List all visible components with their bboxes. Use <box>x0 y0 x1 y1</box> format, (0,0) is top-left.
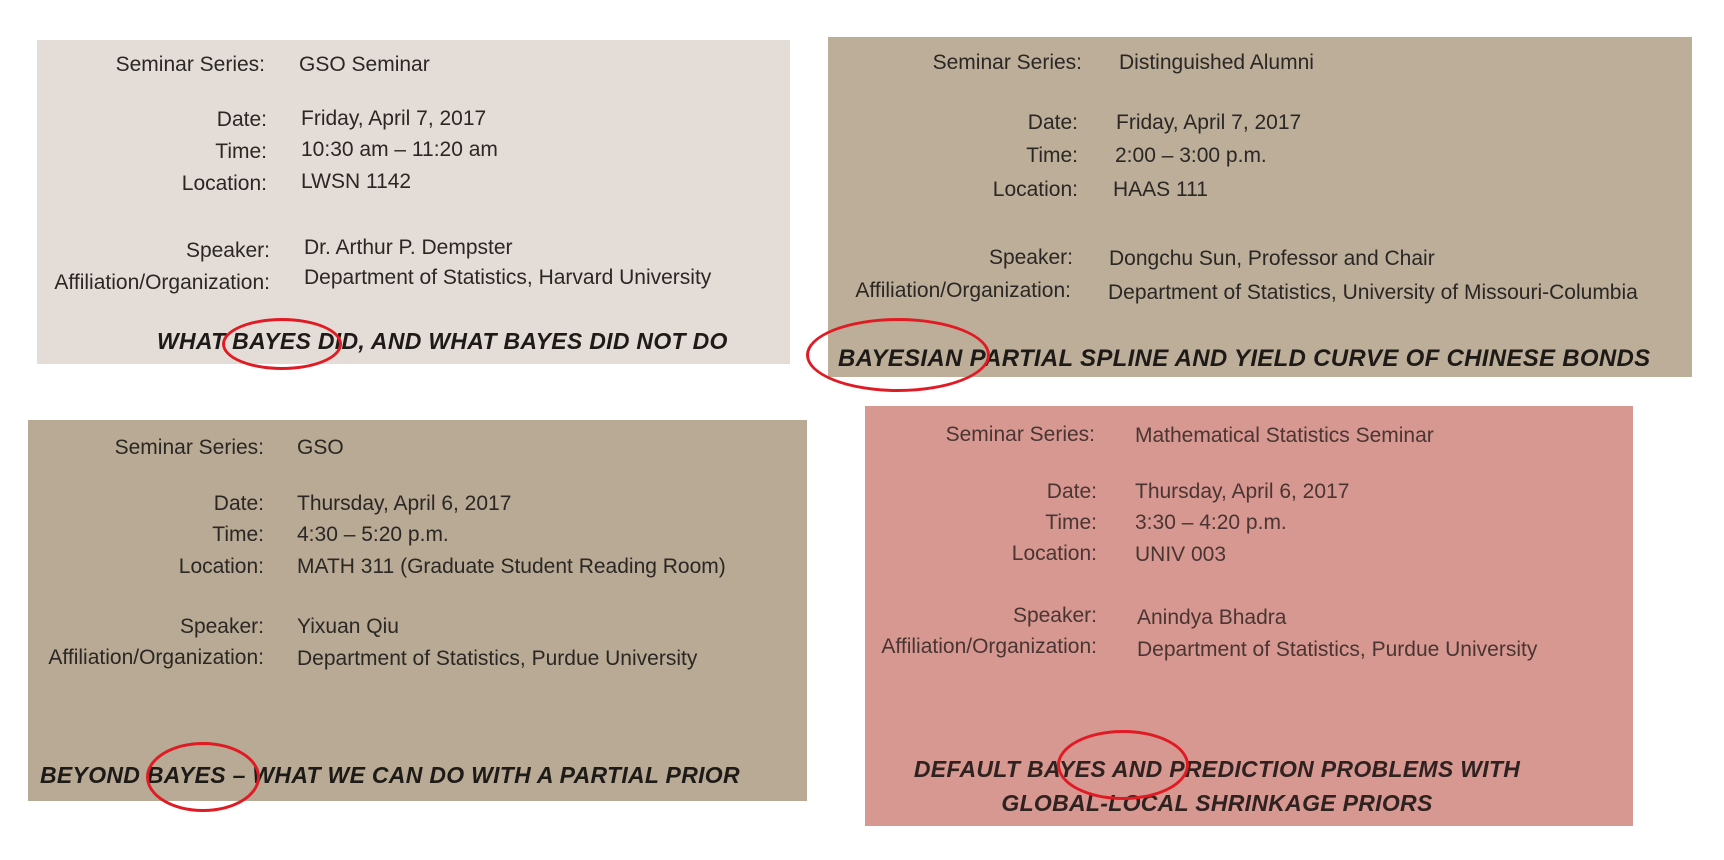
time-label: Time: <box>1045 511 1097 534</box>
seminar-card-4 <box>865 406 1633 826</box>
time-value: 4:30 – 5:20 p.m. <box>297 523 449 546</box>
time-value: 10:30 am – 11:20 am <box>301 138 498 161</box>
seminar-card-2 <box>828 37 1692 377</box>
location-label: Location: <box>1011 542 1097 565</box>
series-label: Seminar Series: <box>114 436 264 459</box>
time-value: 2:00 – 3:00 p.m. <box>1115 144 1267 167</box>
location-label: Location: <box>181 172 267 195</box>
date-label: Date: <box>1027 111 1078 134</box>
time-value: 3:30 – 4:20 p.m. <box>1135 511 1287 534</box>
date-value: Friday, April 7, 2017 <box>1116 111 1302 134</box>
date-label: Date: <box>1046 480 1097 503</box>
location-label: Location: <box>178 555 264 578</box>
date-value: Friday, April 7, 2017 <box>301 107 487 130</box>
series-label: Seminar Series: <box>115 53 265 76</box>
date-label: Date: <box>216 108 267 131</box>
time-label: Time: <box>1026 144 1078 167</box>
speaker-label: Speaker: <box>988 246 1073 269</box>
series-value: GSO Seminar <box>299 53 430 76</box>
affiliation-label: Affiliation/Organization: <box>54 271 270 294</box>
speaker-value: Dongchu Sun, Professor and Chair <box>1109 247 1435 270</box>
series-value: GSO <box>297 436 344 459</box>
location-label: Location: <box>992 178 1078 201</box>
speaker-label: Speaker: <box>179 615 264 638</box>
series-label: Seminar Series: <box>932 51 1082 74</box>
affiliation-value: Department of Statistics, Harvard University <box>304 266 712 289</box>
seminar-card-3 <box>28 420 807 801</box>
talk-title: BEYOND BAYES – WHAT WE CAN DO WITH A PARTIAL PRIOR <box>40 762 740 788</box>
talk-title-line-2: GLOBAL-LOCAL SHRINKAGE PRIORS <box>1001 790 1433 816</box>
affiliation-value: Department of Statistics, Purdue University <box>297 647 698 670</box>
affiliation-value: Department of Statistics, University of Missouri-Columbia <box>1108 281 1638 304</box>
speaker-label: Speaker: <box>185 239 270 262</box>
time-label: Time: <box>212 523 264 546</box>
date-value: Thursday, April 6, 2017 <box>297 492 512 515</box>
affiliation-label: Affiliation/Organization: <box>855 279 1071 302</box>
speaker-value: Anindya Bhadra <box>1137 606 1287 629</box>
time-label: Time: <box>215 140 267 163</box>
talk-title: BAYESIAN PARTIAL SPLINE AND YIELD CURVE OF CHINESE BONDS <box>838 345 1651 372</box>
location-value: MATH 311 (Graduate Student Reading Room) <box>297 555 726 578</box>
seminar-card-1 <box>37 40 790 364</box>
series-value: Distinguished Alumni <box>1119 51 1314 74</box>
date-label: Date: <box>213 492 264 515</box>
talk-title-line-1: DEFAULT BAYES AND PREDICTION PROBLEMS WITH <box>913 756 1521 782</box>
series-label: Seminar Series: <box>945 423 1095 446</box>
speaker-value: Yixuan Qiu <box>297 615 399 638</box>
speaker-label: Speaker: <box>1012 604 1097 627</box>
location-value: LWSN 1142 <box>301 170 412 193</box>
affiliation-label: Affiliation/Organization: <box>881 635 1097 658</box>
location-value: HAAS 111 <box>1113 178 1208 201</box>
series-value: Mathematical Statistics Seminar <box>1135 424 1434 447</box>
location-value: UNIV 003 <box>1135 543 1227 566</box>
date-value: Thursday, April 6, 2017 <box>1135 480 1350 503</box>
affiliation-label: Affiliation/Organization: <box>48 646 264 669</box>
affiliation-value: Department of Statistics, Purdue University <box>1137 638 1538 661</box>
talk-title: WHAT BAYES DID, AND WHAT BAYES DID NOT DO <box>157 328 728 354</box>
speaker-value: Dr. Arthur P. Dempster <box>304 236 513 259</box>
